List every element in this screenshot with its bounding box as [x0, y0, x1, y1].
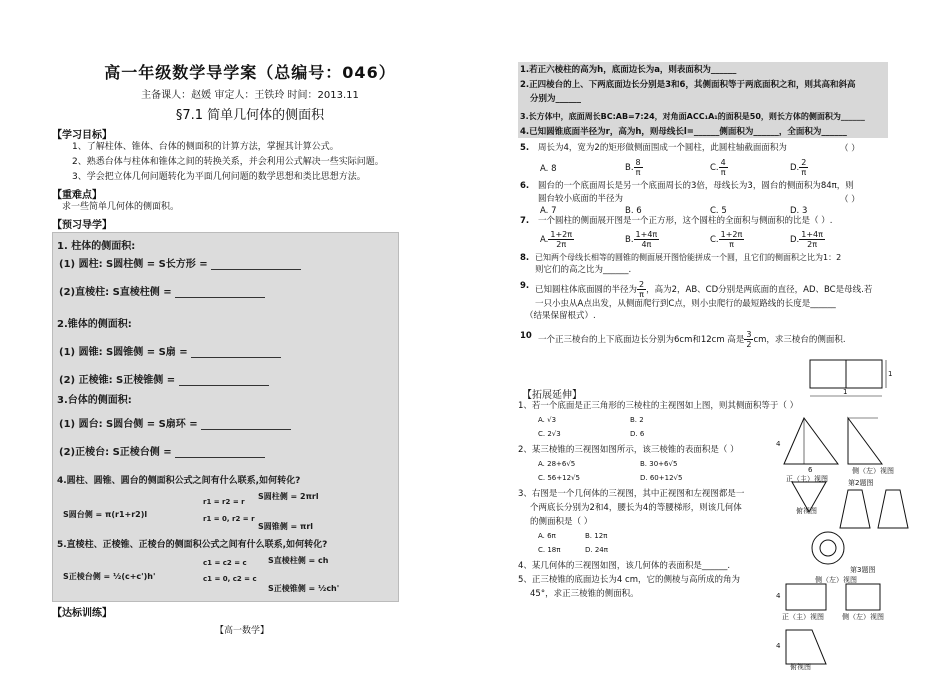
front-view-label: 正（主）视图 [786, 475, 828, 483]
q6-option-b: B. 6 [625, 206, 642, 216]
scan-line-5 [59, 343, 281, 358]
formula-c-zero: c1 = 0, c2 = c [203, 575, 257, 583]
scan-line-10: 4.圆柱、圆锥、圆台的侧面积公式之间有什么联系,如何转化? [57, 476, 301, 486]
question-10 [538, 330, 846, 349]
frac-denominator: π [801, 168, 807, 177]
e2-option-c: C. 56+12√5 [538, 474, 580, 482]
formula-c-equal: c1 = c2 = c [203, 559, 247, 567]
q3-side-view-label: 侧（左）视图 [815, 576, 857, 584]
scan-line-6-text: (2) 正棱锥: S正棱锥侧 = [59, 375, 176, 386]
e2-option-a: A. 28+6√5 [538, 460, 576, 468]
blank-field [175, 447, 265, 458]
top-view-label: 俯视图 [790, 663, 811, 671]
e1-option-d: D. 6 [630, 430, 645, 438]
key-points-text: 求一些简单几何体的侧面积。 [62, 202, 180, 212]
q7-option-d-label: D. [790, 235, 800, 245]
fig2-caption: 第2题图 [848, 479, 874, 487]
q5-option-b [625, 158, 643, 177]
extension-header: 【拓展延伸】 [522, 390, 582, 401]
scan-line-5-text: (1) 圆锥: S圆锥侧 = S扇 = [59, 347, 188, 358]
q7-option-b [625, 230, 659, 249]
answer-paren: （ ） [840, 144, 860, 154]
prism-front-view-svg [810, 358, 885, 403]
e1-option-b: B. 2 [630, 416, 644, 424]
extension-question-3: 3、右图是一个几何体的三视图，其中正视图和左视图都是一 [518, 489, 745, 499]
front-view-label: 正（主）视图 [782, 613, 824, 621]
frac-numerator: 1+2π [720, 230, 743, 239]
q6-option-a: A. 7 [540, 206, 557, 216]
page-title: 高一年级数学导学案（总编号：046） [104, 63, 396, 82]
frac-numerator: 1+4π [635, 230, 658, 239]
scan-line-1: 1. 柱体的侧面积: [57, 241, 136, 252]
scan-line-3-text: (2)直棱柱: S直棱柱侧 = [59, 287, 172, 298]
question-10-text-b: cm，求三棱台的侧面积. [753, 335, 846, 345]
frac-numerator: 2 [639, 280, 645, 289]
formula-r-equal: r1 = r2 = r [203, 498, 245, 506]
q3-three-view-figure [840, 488, 910, 542]
q6-number: 6. [520, 181, 530, 191]
extension-question-4: 4、某几何体的三视图如图，该几何体的表面积是______. [518, 561, 731, 571]
question-3: 3.长方体中，底面周长BC:AB=7:24，对角面ACC₁A₁的面积是50，则长方体的侧面积为______ [520, 112, 865, 121]
scan-line-9-text: (2)正棱台: S正棱台侧 = [59, 447, 172, 458]
q3-top-view-svg [810, 530, 850, 570]
side-view-label: 侧（左）视图 [842, 613, 884, 621]
q5-option-b-label: B. [625, 163, 634, 173]
e3-option-d: D. 24π [585, 546, 608, 554]
question-1: 1.若正六棱柱的高为h，底面边长为a，则表面积为______ [520, 65, 737, 75]
question-9 [535, 280, 872, 299]
e3-option-c: C. 18π [538, 546, 561, 554]
dim-label: 4 [776, 592, 781, 600]
q4-three-view-svg [778, 580, 888, 670]
question-7: 一个圆柱的侧面展开图是一个正方形，这个圆柱的全面积与侧面积的比是（ ）. [538, 216, 833, 226]
extension-question-3-cont: 个两底长分别为2和4，腰长为4的等腰梯形，则该几何体 [530, 503, 742, 513]
q5-option-a: A. 8 [540, 164, 557, 174]
page-footer: 【高一数学】 [215, 626, 270, 636]
scan-line-6 [59, 371, 269, 386]
frac-denominator: π [635, 168, 641, 177]
scan-line-2 [59, 255, 301, 270]
question-6: 圆台的一个底面周长是另一个底面周长的3倍，母线长为3，圆台的侧面积为84π，则 [538, 181, 854, 191]
frac-numerator: 8 [635, 158, 641, 167]
frac-denominator: π [639, 290, 644, 299]
dim-label: 1 [843, 388, 848, 396]
scan-line-8 [59, 415, 291, 430]
formula-cone: S圆锥侧 = πrl [258, 522, 314, 531]
q7-number: 7. [520, 216, 530, 226]
frac-denominator: 2 [746, 340, 752, 349]
question-9-cont: 一只小虫从A点出发，从侧面爬行到C点，则小虫爬行的最短路线的长度是______ [535, 299, 836, 309]
q7-option-a-label: A. [540, 235, 549, 245]
frac-denominator: 2π [556, 240, 567, 249]
question-2: 2.正四棱台的上、下两底面边长分别是3和6，其侧面积等于两底面积之和，则其高和斜高 [520, 80, 856, 90]
top-view-label: 俯视图 [796, 507, 817, 515]
question-10-text: 一个正三棱台的上下底面边长分别为6cm和12cm 高是 [538, 335, 745, 345]
e2-option-b: B. 30+6√5 [640, 460, 678, 468]
question-9-text-b: ，高为2，AB、CD分别是两底面的直径，AD、BC是母线.若 [646, 285, 873, 295]
key-points-header: 【重难点】 [52, 190, 102, 201]
extension-question-3-cont2: 的侧面积是（ ） [530, 517, 593, 527]
e3-option-b: B. 12π [585, 532, 608, 540]
question-4: 4.已知圆锥底面半径为r，高为h，则母线长l=______侧面积为______，全面积为______ [520, 127, 847, 137]
formula-r-zero: r1 = 0, r2 = r [203, 515, 255, 523]
question-2-cont: 分别为______ [530, 94, 582, 104]
extension-question-2: 2、某三棱锥的三视图如图所示，该三棱锥的表面积是（ ） [518, 445, 739, 455]
formula-cylinder: S圆柱侧 = 2πrl [258, 492, 319, 501]
blank-field [201, 419, 291, 430]
e1-option-c: C. 2√3 [538, 430, 561, 438]
formula-frustum: S圆台侧 = π(r1+r2)l [63, 510, 148, 519]
dim-label: 1 [888, 370, 893, 378]
frac-denominator: 4π [641, 240, 652, 249]
fig3-caption: 第3题图 [850, 566, 876, 574]
e2-option-d: D. 60+12√5 [640, 474, 683, 482]
q5-option-c-label: C. [710, 163, 719, 173]
objective-3: 3、学会把立体几何问题转化为平面几何问题的数学思想和类比思想方法。 [72, 172, 366, 182]
dim-label: 4 [776, 440, 781, 448]
q3-top-view-figure [810, 530, 850, 574]
blank-field [211, 259, 301, 270]
scan-line-4: 2.锥体的侧面积: [57, 319, 132, 330]
e3-option-a: A. 6π [538, 532, 556, 540]
q5-option-c [710, 158, 728, 177]
dim-label: 4 [776, 642, 781, 650]
frac-numerator: 2 [801, 158, 807, 167]
frac-numerator: 1+2π [550, 230, 573, 239]
scan-line-2-text: (1) 圆柱: S圆柱侧 = S长方形 = [59, 259, 208, 270]
training-header: 【达标训练】 [52, 608, 112, 619]
q10-number: 10 [520, 331, 532, 341]
scan-line-8-text: (1) 圆台: S圆台侧 = S扇环 = [59, 419, 198, 430]
question-8: 已知两个母线长相等的圆锥的侧面展开图恰能拼成一个圆，且它们的侧面积之比为1：2 [535, 253, 842, 262]
formula-prismoid: S正棱台侧 = ½(c+c')h' [63, 572, 156, 581]
formula-prism: S直棱柱侧 = ch [268, 556, 329, 565]
answer-paren: （ ） [840, 195, 860, 205]
scanned-preview-worksheet [52, 232, 399, 602]
question-6-cont: 圆台较小底面的半径为 [538, 194, 624, 204]
q7-option-b-label: B. [625, 235, 634, 245]
question-9-text: 已知圆柱体底面圆的半径为 [535, 285, 638, 295]
frac-numerator: 3 [746, 330, 752, 339]
q5-option-d-label: D. [790, 163, 800, 173]
q2-top-view-figure [790, 478, 830, 522]
q7-option-a [540, 230, 574, 249]
question-8-cont: 则它们的高之比为______. [535, 265, 632, 275]
q5-number: 5. [520, 143, 530, 153]
q5-option-d [790, 158, 808, 177]
q7-option-c [710, 230, 744, 249]
side-view-label: 侧（左）视图 [852, 467, 894, 475]
blank-field [191, 347, 281, 358]
question-5: 周长为4，宽为2的矩形做侧面围成一个圆柱，此圆柱轴截面面积为 [538, 143, 787, 153]
q9-number: 9. [520, 281, 530, 291]
q6-option-d: D. 3 [790, 206, 808, 216]
frac-numerator: 4 [720, 158, 726, 167]
extension-question-5-cont: 45°，求正三棱锥的侧面积。 [530, 589, 639, 599]
e1-option-a: A. √3 [538, 416, 557, 424]
scan-line-7: 3.台体的侧面积: [57, 395, 132, 406]
frac-denominator: π [720, 168, 726, 177]
formula-pyramid: S正棱锥侧 = ½ch' [268, 584, 340, 593]
frac-denominator: π [729, 240, 734, 249]
frac-denominator: 2π [807, 240, 818, 249]
q7-option-d [790, 230, 825, 249]
blank-field [175, 287, 265, 298]
q6-option-c: C. 5 [710, 206, 727, 216]
objectives-header: 【学习目标】 [52, 130, 112, 141]
q7-option-c-label: C. [710, 235, 719, 245]
extension-question-1: 1、若一个底面是正三角形的三棱柱的主视图如上图，则其侧面积等于（ ） [518, 401, 799, 411]
scan-line-11: 5.直棱柱、正棱锥、正棱台的侧面积公式之间有什么联系,如何转化? [57, 540, 328, 550]
question-9-note: （结果保留根式）. [525, 311, 596, 321]
scan-line-9 [59, 443, 265, 458]
frac-numerator: 1+4π [801, 230, 823, 239]
blank-field [179, 375, 269, 386]
q4-three-view-figure [778, 580, 888, 674]
q8-number: 8. [520, 253, 530, 263]
scan-line-3 [59, 283, 265, 298]
dim-label: 6 [808, 466, 813, 474]
prism-front-view-figure [810, 358, 893, 407]
preview-header: 【预习导学】 [52, 220, 112, 231]
objective-2: 2、熟悉台体与柱体和锥体之间的转换关系，并会利用公式解决一些实际问题。 [72, 157, 384, 167]
objective-1: 1、了解柱体、锥体、台体的侧面积的计算方法，掌握其计算公式。 [72, 142, 339, 152]
lesson-subtitle: §7.1 简单几何体的侧面积 [175, 108, 325, 123]
author-line: 主备课人：赵媛 审定人：王铁玲 时间：2013.11 [141, 90, 359, 101]
extension-question-5: 5、正三棱锥的底面边长为4 cm，它的侧棱与高所成的角为 [518, 575, 740, 585]
q3-three-view-svg [840, 488, 910, 538]
